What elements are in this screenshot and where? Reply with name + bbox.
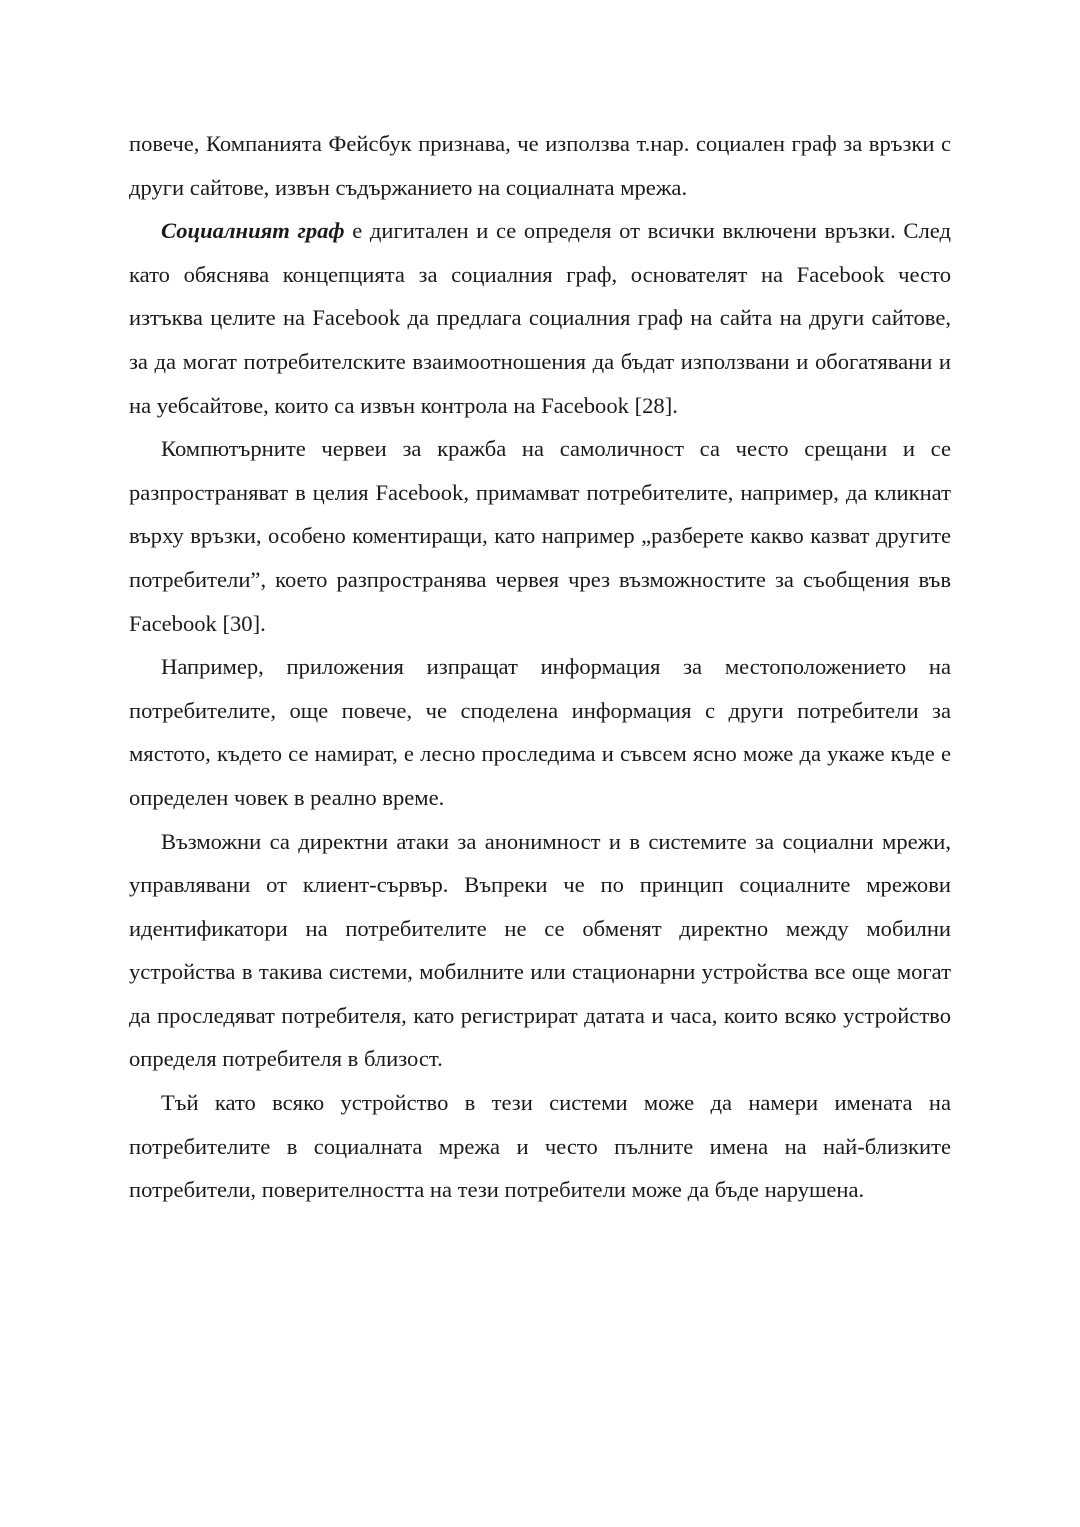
social-graph-term: Социалният граф: [161, 218, 345, 244]
paragraph-2-text: е дигитален и се определя от всички включени връзки. След като обяснява концепцията за социалния граф, основателят на Facebook често изтъква целите на Facebook да предлага социалния граф на сайта на други сайтове, за да могат потребителските взаимоотношения да бъдат използвани и обогатявани и на уебсайтове, които са извън контрола на Facebook [28].: [129, 218, 951, 418]
paragraph-5: [129, 820, 951, 1082]
paragraph-3: [129, 427, 951, 645]
paragraph-1-text: повече, Компанията Фейсбук признава, че използва т.нар. социален граф за връзки с други сайтове, извън съдържанието на социалната мрежа.: [129, 131, 951, 200]
paragraph-4-text: Например, приложения изпращат информация за местоположението на потребителите, още повече, че споделена информация с други потребители за мястото, където се намират, е лесно проследима и съвсем ясно може да укаже къде е определен човек в реално време.: [129, 654, 951, 810]
paragraph-1: [129, 122, 951, 209]
paragraph-3-text: Компютърните червеи за кражба на самоличност са често срещани и се разпространяват в целия Facebook, примамват потребителите, например, да кликнат върху връзки, особено коментиращи, като например „разберете какво казват другите потребители”, което разпространява червея чрез възможностите за съобщения във Facebook [30].: [129, 436, 951, 636]
paragraph-6: [129, 1081, 951, 1212]
paragraph-4: [129, 645, 951, 819]
body-text: [129, 122, 951, 1212]
paragraph-6-text: Тъй като всяко устройство в тези системи може да намери имената на потребителите в социалната мрежа и често пълните имена на най-близките потребители, поверителността на тези потребители може да бъде нарушена.: [129, 1090, 951, 1203]
paragraph-5-text: Възможни са директни атаки за анонимност и в системите за социални мрежи, управлявани от клиент-сървър. Въпреки че по принцип социалните мрежови идентификатори на потребителите не се обменят директно между мобилни устройства в такива системи, мобилните или стационарни устройства все още могат да проследяват потребителя, като регистрират датата и часа, които всяко устройство определя потребителя в близост.: [129, 828, 951, 1072]
paragraph-2: [129, 209, 951, 427]
